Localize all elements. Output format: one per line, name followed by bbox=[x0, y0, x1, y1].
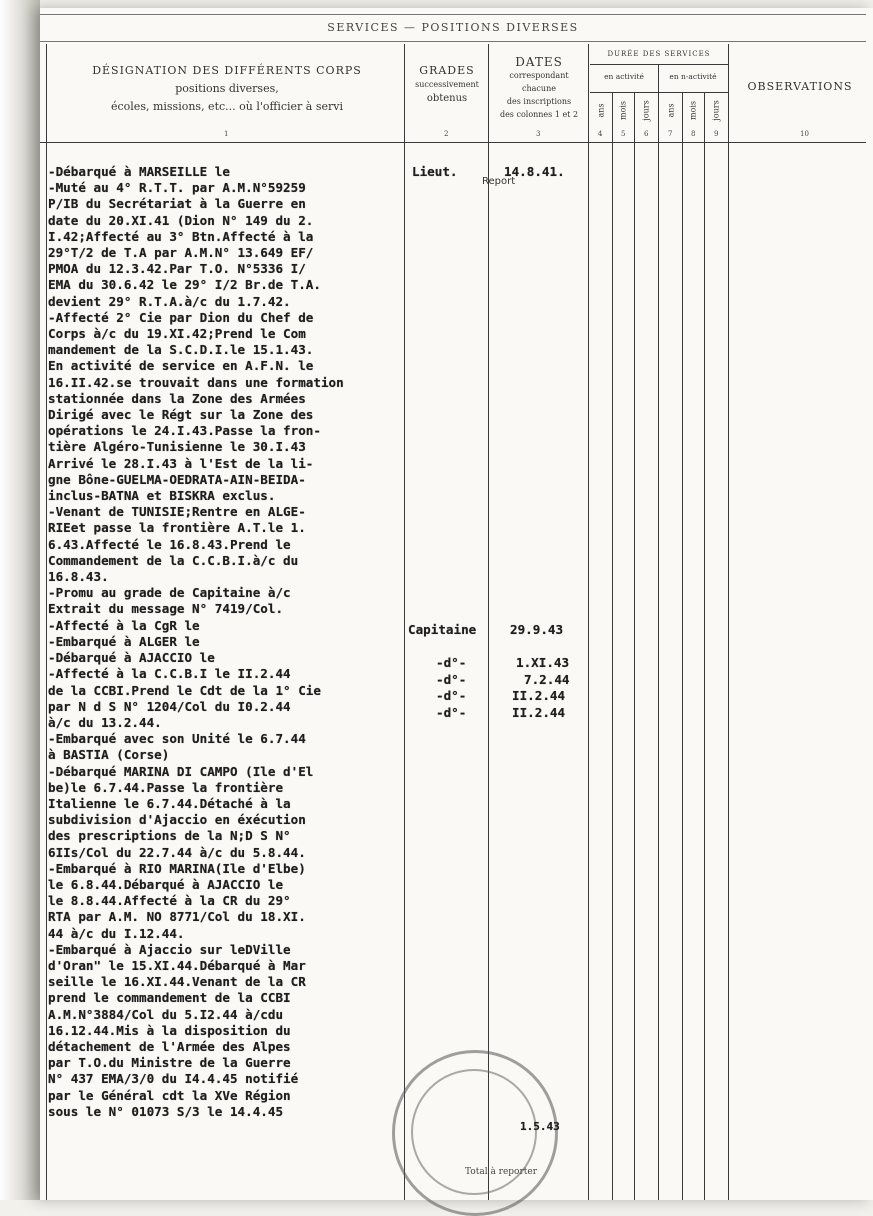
grades-header bbox=[407, 64, 487, 106]
dates-line3: chacune bbox=[522, 84, 556, 93]
grade-entry: Capitaine bbox=[408, 622, 477, 637]
entry-line: -Promu au grade de Capitaine à/c bbox=[48, 585, 291, 601]
grades-title: GRADES bbox=[419, 64, 475, 77]
entry-line: -Muté au 4° R.T.T. par A.M.N°59259 bbox=[48, 180, 306, 196]
entry-line: Commandement de la C.C.B.I.à/c du bbox=[48, 552, 299, 568]
entry-line: -Affecté 2° Cie par Dion du Chef de bbox=[48, 309, 314, 325]
column-number-6: 6 bbox=[644, 130, 649, 138]
entry-line: Dirigé avec le Régt sur la Zone des bbox=[48, 407, 314, 423]
entry-line: mandement de la S.C.D.I.le 15.1.43. bbox=[48, 342, 314, 358]
entry-line: P/IB du Secrétariat à la Guerre en bbox=[48, 196, 306, 212]
entry-line: -Affecté à la CgR le bbox=[48, 617, 200, 633]
designation-header bbox=[52, 62, 402, 116]
entry-line: 16.8.43. bbox=[48, 569, 109, 585]
column-number-5: 5 bbox=[621, 130, 626, 138]
date-entry: 1.XI.43 bbox=[516, 655, 570, 670]
column-line-5 bbox=[634, 92, 635, 1200]
grade-entry: -d°- bbox=[436, 655, 467, 670]
entry-line: -Venant de TUNISIE;Rentre en ALGE- bbox=[48, 504, 306, 520]
column-number-10: 10 bbox=[800, 130, 809, 138]
entry-line: -Embarqué à RIO MARINA(Ile d'Elbe) bbox=[48, 860, 306, 876]
entry-line: à BASTIA (Corse) bbox=[48, 747, 170, 763]
report-label: Report bbox=[482, 176, 516, 187]
sub-mois-2: mois bbox=[688, 100, 698, 121]
total-label: Total à reporter bbox=[465, 1167, 538, 1177]
entry-line: Italienne le 6.7.44.Détaché à la bbox=[48, 795, 291, 811]
entry-line: par le Général cdt la XVe Région bbox=[48, 1087, 291, 1103]
duree-sub-rule bbox=[590, 92, 728, 93]
official-stamp bbox=[392, 1050, 558, 1216]
entry-line: sous le N° 01073 S/3 le 14.4.45 bbox=[48, 1103, 284, 1119]
dates-title: DATES bbox=[515, 55, 563, 69]
binding-shadow bbox=[0, 0, 40, 1200]
entry-line: le 8.8.44.Affecté à la CR du 29° bbox=[48, 893, 291, 909]
date-entry: 29.9.43 bbox=[510, 622, 564, 637]
entry-line: 44 à/c du I.12.44. bbox=[48, 925, 185, 941]
dates-line4: des inscriptions bbox=[506, 97, 572, 106]
entry-line: -Affecté à la C.C.B.I le II.2.44 bbox=[48, 666, 291, 682]
date-entry: 14.8.41. bbox=[504, 164, 565, 179]
entry-line: par T.O.du Ministre de la Guerre bbox=[48, 1055, 291, 1071]
grade-entry: Lieut. bbox=[412, 164, 458, 179]
duree-title: DURÉE DES SERVICES bbox=[607, 50, 711, 58]
entry-line: Corps à/c du 19.XI.42;Prend le Com bbox=[48, 326, 306, 342]
entry-line: 16.II.42.se trouvait dans une formation bbox=[48, 374, 344, 390]
dates-line2: correspondant bbox=[509, 71, 569, 80]
entry-line: RIEet passe la frontière A.T.le 1. bbox=[48, 520, 306, 536]
column-number-1: 1 bbox=[224, 130, 229, 138]
column-number-9: 9 bbox=[714, 130, 719, 138]
entry-line: tière Algéro-Tunisienne le 30.I.43 bbox=[48, 439, 306, 455]
date-entry: II.2.44 bbox=[512, 688, 566, 703]
entry-line: de la CCBI.Prend le Cdt de la 1° Cie bbox=[48, 682, 321, 698]
entry-line: par N d S N° 1204/Col du I0.2.44 bbox=[48, 698, 291, 714]
column-number-8: 8 bbox=[691, 130, 696, 138]
grade-entry: -d°- bbox=[436, 705, 467, 720]
entry-line: devient 29° R.T.A.à/c du 1.7.42. bbox=[48, 293, 291, 309]
entry-line: En activité de service en A.F.N. le bbox=[48, 358, 314, 374]
date-entry: 7.2.44 bbox=[524, 672, 570, 687]
entry-line: PMOA du 12.3.42.Par T.O. N°5336 I/ bbox=[48, 261, 306, 277]
designation-line2: positions diverses, bbox=[175, 82, 279, 95]
entry-line: 6.43.Affecté le 16.8.43.Prend le bbox=[48, 536, 291, 552]
entry-line: opérations le 24.I.43.Passe la fron- bbox=[48, 423, 321, 439]
entry-line: date du 20.XI.41 (Dion N° 149 du 2. bbox=[48, 212, 314, 228]
observations-title: OBSERVATIONS bbox=[747, 80, 853, 93]
column-line-grades bbox=[488, 44, 489, 1200]
duree-activite: en activité bbox=[604, 72, 644, 81]
entry-line: le 6.8.44.Débarqué à AJACCIO le bbox=[48, 876, 284, 892]
entry-line: -Embarqué avec son Unité le 6.7.44 bbox=[48, 731, 306, 747]
designation-entries bbox=[48, 164, 468, 1120]
column-line-dates bbox=[588, 44, 589, 1200]
entry-line: d'Oran" le 15.XI.44.Débarqué à Mar bbox=[48, 957, 306, 973]
column-line-8 bbox=[704, 92, 705, 1200]
entry-line: EMA du 30.6.42 le 29° I/2 Br.de T.A. bbox=[48, 277, 321, 293]
stamp-date: 1.5.43 bbox=[520, 1120, 560, 1133]
entry-line: be)le 6.7.44.Passe la frontière bbox=[48, 779, 284, 795]
entry-line: -Embarqué à Ajaccio sur leDVille bbox=[48, 941, 291, 957]
entry-line: 29°T/2 de T.A par A.M.N° 13.649 EF/ bbox=[48, 245, 314, 261]
entry-line: 16.12.44.Mis à la disposition du bbox=[48, 1022, 291, 1038]
column-number-7: 7 bbox=[668, 130, 673, 138]
grade-entry: -d°- bbox=[436, 688, 467, 703]
column-line-4 bbox=[612, 92, 613, 1200]
entry-line: 6IIs/Col du 22.7.44 à/c du 5.8.44. bbox=[48, 844, 306, 860]
entry-line: A.M.N°3884/Col du 5.I2.44 à/cdu bbox=[48, 1006, 284, 1022]
entry-line: détachement de l'Armée des Alpes bbox=[48, 1038, 291, 1054]
entry-line: gne Bône-GUELMA-OEDRATA-AIN-BEIDA- bbox=[48, 471, 306, 487]
duree-non-activite: en n-activité bbox=[669, 72, 717, 81]
entry-line: des prescriptions de la N;D S N° bbox=[48, 828, 291, 844]
sub-jours-1: jours bbox=[641, 100, 651, 121]
designation-line3: écoles, missions, etc... où l'officier à servi bbox=[111, 100, 343, 113]
entry-line: I.42;Affecté au 3° Btn.Affecté à la bbox=[48, 228, 314, 244]
duree-title-rule bbox=[590, 64, 728, 65]
designation-title: DÉSIGNATION DES DIFFÉRENTS CORPS bbox=[92, 64, 362, 77]
entry-line: -Débarqué MARINA DI CAMPO (Ile d'El bbox=[48, 763, 314, 779]
entry-line: N° 437 EMA/3/0 du I4.4.45 notifié bbox=[48, 1071, 299, 1087]
grade-entry: -d°- bbox=[436, 672, 467, 687]
entry-line: -Embarqué à ALGER le bbox=[48, 633, 200, 649]
grades-line3: obtenus bbox=[426, 93, 468, 104]
entry-line: -Débarqué à MARSEILLE le bbox=[48, 164, 230, 179]
sub-ans-1: ans bbox=[596, 103, 606, 118]
sub-ans-2: ans bbox=[666, 103, 676, 118]
column-line-6 bbox=[658, 64, 659, 1200]
entry-line: Arrivé le 28.I.43 à l'Est de la li- bbox=[48, 455, 314, 471]
sub-jours-2: jours bbox=[711, 100, 721, 121]
grades-line2: successivement bbox=[415, 80, 479, 89]
entry-line: stationnée dans la Zone des Armées bbox=[48, 390, 306, 406]
date-entry: II.2.44 bbox=[512, 705, 566, 720]
column-number-2: 2 bbox=[444, 130, 449, 138]
entry-line: inclus-BATNA et BISKRA exclus. bbox=[48, 488, 276, 504]
column-line-7 bbox=[682, 92, 683, 1200]
entry-line: seille le 16.XI.44.Venant de la CR bbox=[48, 974, 306, 990]
column-number-3: 3 bbox=[536, 130, 541, 138]
header-bottom-rule bbox=[40, 142, 866, 143]
entry-line: prend le commandement de la CCBI bbox=[48, 990, 291, 1006]
column-line-left bbox=[46, 44, 47, 1200]
entry-line: Extrait du message N° 7419/Col. bbox=[48, 601, 284, 617]
column-number-4: 4 bbox=[598, 130, 603, 138]
entry-line: RTA par A.M. NO 8771/Col du 18.XI. bbox=[48, 909, 306, 925]
entry-line: subdivision d'Ajaccio en éxécution bbox=[48, 812, 306, 828]
sub-mois-1: mois bbox=[618, 100, 628, 121]
entry-line: à/c du 13.2.44. bbox=[48, 714, 162, 730]
column-line-9 bbox=[728, 44, 729, 1200]
header-band: SERVICES — POSITIONS DIVERSES bbox=[40, 14, 866, 42]
entry-line: -Débarqué à AJACCIO le bbox=[48, 650, 215, 666]
dates-line5: des colonnes 1 et 2 bbox=[499, 110, 579, 119]
dates-header bbox=[490, 56, 588, 121]
